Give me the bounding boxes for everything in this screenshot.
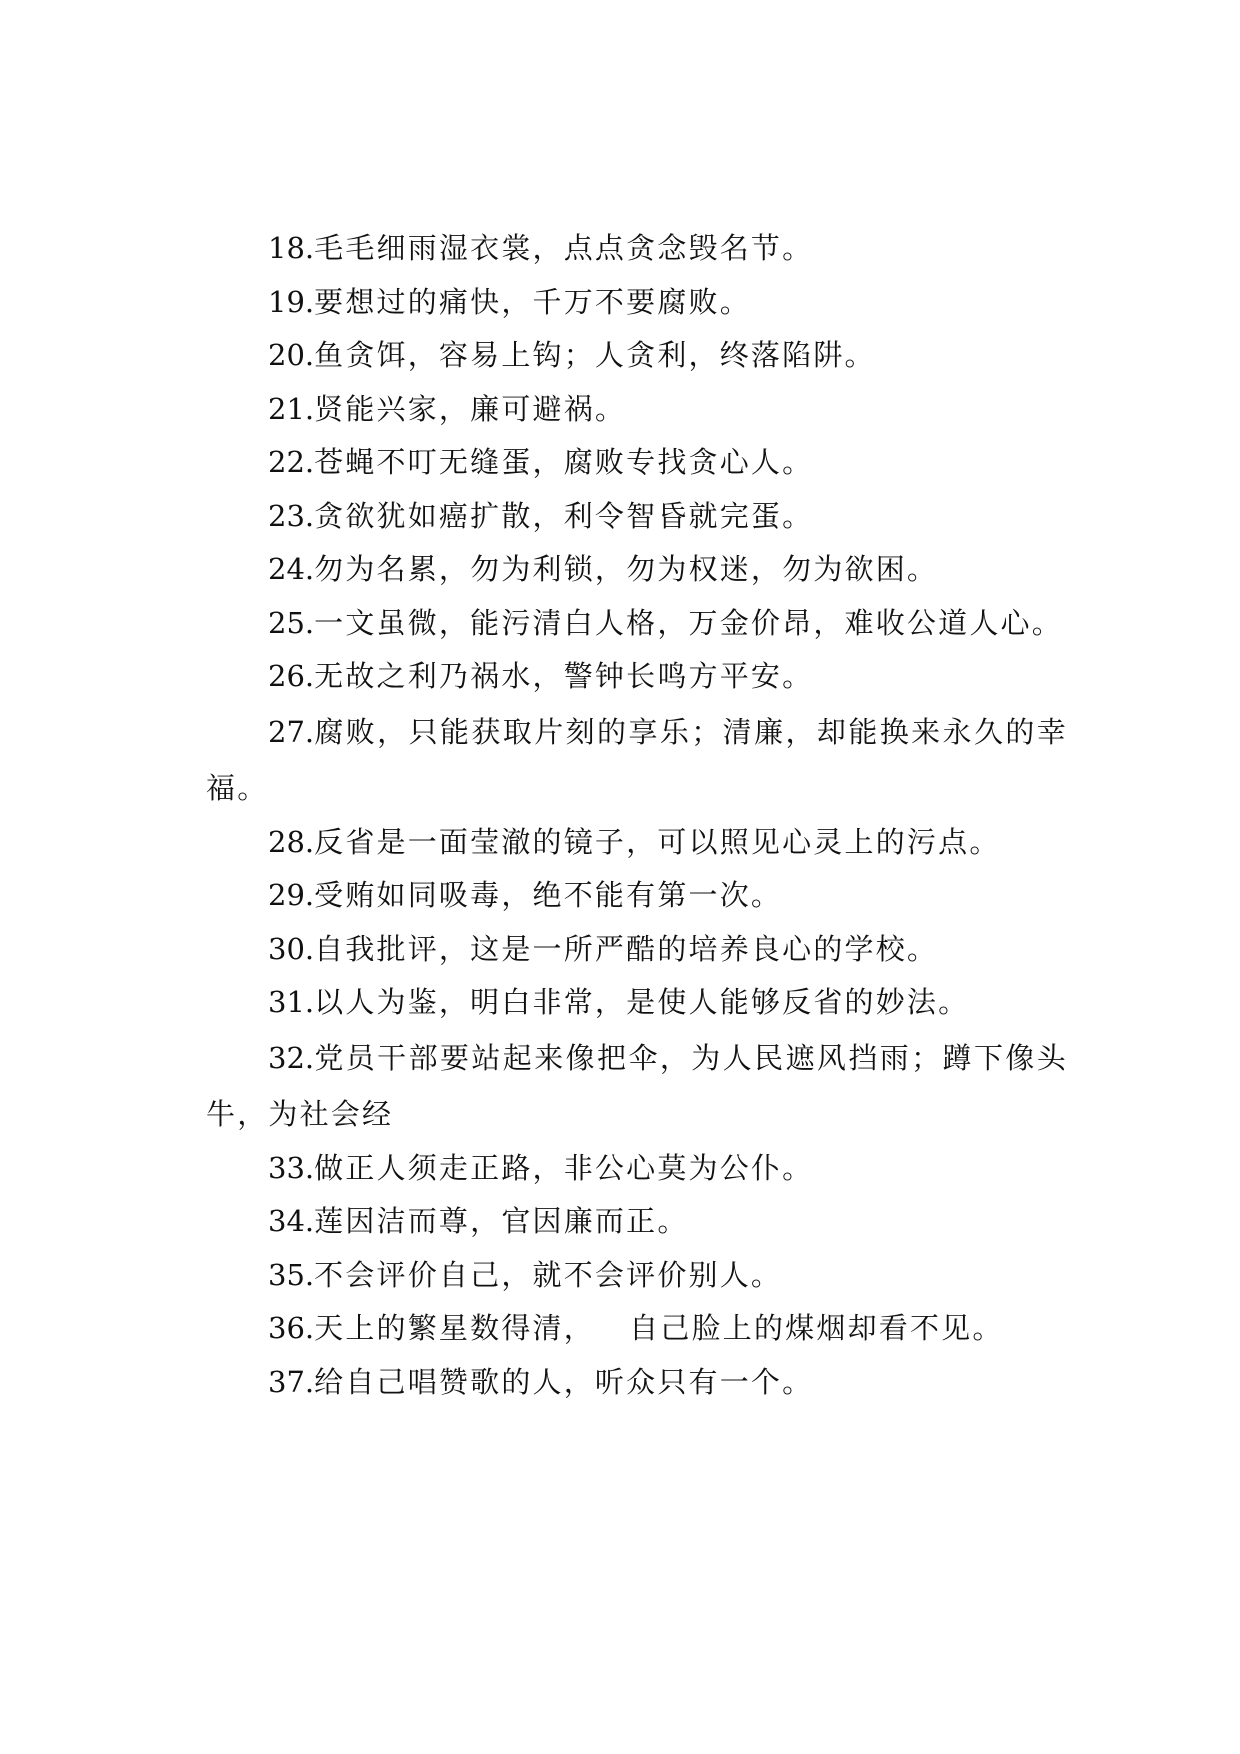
list-item (206, 816, 1068, 870)
list-item (206, 490, 1068, 544)
item-text: 贤能兴家，廉可避祸。 (314, 391, 627, 426)
item-text: 苍蝇不叮无缝蛋，腐败专找贪心人。 (314, 445, 814, 479)
item-text: 以人为鉴，明白非常，是使人能够反省的妙法。 (314, 985, 970, 1019)
list-item (206, 383, 1068, 437)
list-item (206, 329, 1068, 383)
item-text: 一文虽微，能污清白人格，万金价昂，难收公道人心。 (314, 605, 1063, 640)
item-text: 反省是一面莹澈的镜子，可以照见心灵上的污点。 (314, 824, 1001, 859)
item-text: 腐败，只能获取片刻的享乐；清廉，却能换来永久的幸福。 (206, 714, 1068, 805)
item-number: 22. (268, 445, 315, 479)
item-number: 31. (268, 985, 315, 1019)
list-item (206, 1142, 1068, 1196)
list-item (206, 1030, 1068, 1142)
list-item (206, 650, 1068, 704)
list-item (206, 276, 1068, 330)
list-item (206, 222, 1068, 276)
item-number: 37. (268, 1364, 315, 1399)
item-number: 21. (268, 391, 315, 426)
item-number: 29. (268, 878, 315, 912)
item-number: 27. (268, 714, 315, 749)
item-text: 勿为名累，勿为利锁，勿为权迷，勿为欲困。 (314, 552, 939, 586)
list-item (206, 1195, 1068, 1249)
item-number: 32. (268, 1040, 315, 1075)
item-number: 20. (268, 338, 315, 372)
list-item (206, 704, 1068, 816)
item-text: 莲因洁而尊，官因廉而正。 (314, 1204, 689, 1238)
item-number: 33. (268, 1150, 315, 1185)
item-text: 要想过的痛快，千万不要腐败。 (314, 284, 751, 319)
item-text: 鱼贪饵，容易上钩；人贪利，终落陷阱。 (314, 338, 876, 372)
item-number: 19. (268, 284, 315, 319)
item-number: 35. (268, 1257, 315, 1292)
list-item (206, 1302, 1068, 1356)
item-text: 天上的繁星数得清， 自己脸上的煤烟却看不见。 (314, 1311, 1004, 1345)
list-item (206, 1249, 1068, 1303)
list-item (206, 976, 1068, 1030)
item-number: 26. (268, 659, 315, 693)
list-item (206, 1356, 1068, 1410)
item-number: 23. (268, 498, 315, 533)
item-number: 24. (268, 552, 315, 586)
item-number: 28. (268, 824, 315, 859)
list-item (206, 436, 1068, 490)
item-number: 30. (268, 931, 315, 966)
item-text: 自我批评，这是一所严酷的培养良心的学校。 (314, 931, 939, 966)
document-body (206, 222, 1068, 1409)
list-item (206, 923, 1068, 977)
item-text: 党员干部要站起来像把伞，为人民遮风挡雨；蹲下像头牛，为社会经 (206, 1040, 1068, 1131)
item-number: 36. (268, 1311, 315, 1345)
item-text: 受贿如同吸毒，绝不能有第一次。 (314, 878, 783, 912)
list-item (206, 597, 1068, 651)
item-number: 18. (268, 231, 315, 265)
item-number: 34. (268, 1204, 315, 1238)
list-item (206, 543, 1068, 597)
item-text: 毛毛细雨湿衣裳，点点贪念毁名节。 (314, 231, 814, 265)
item-text: 不会评价自己，就不会评价别人。 (314, 1257, 783, 1292)
item-number: 25. (268, 605, 315, 640)
item-text: 给自己唱赞歌的人，听众只有一个。 (314, 1364, 814, 1399)
item-text: 贪欲犹如癌扩散，利令智昏就完蛋。 (314, 498, 814, 533)
list-item (206, 869, 1068, 923)
item-text: 做正人须走正路，非公心莫为公仆。 (314, 1150, 814, 1185)
item-text: 无故之利乃祸水，警钟长鸣方平安。 (314, 659, 814, 693)
